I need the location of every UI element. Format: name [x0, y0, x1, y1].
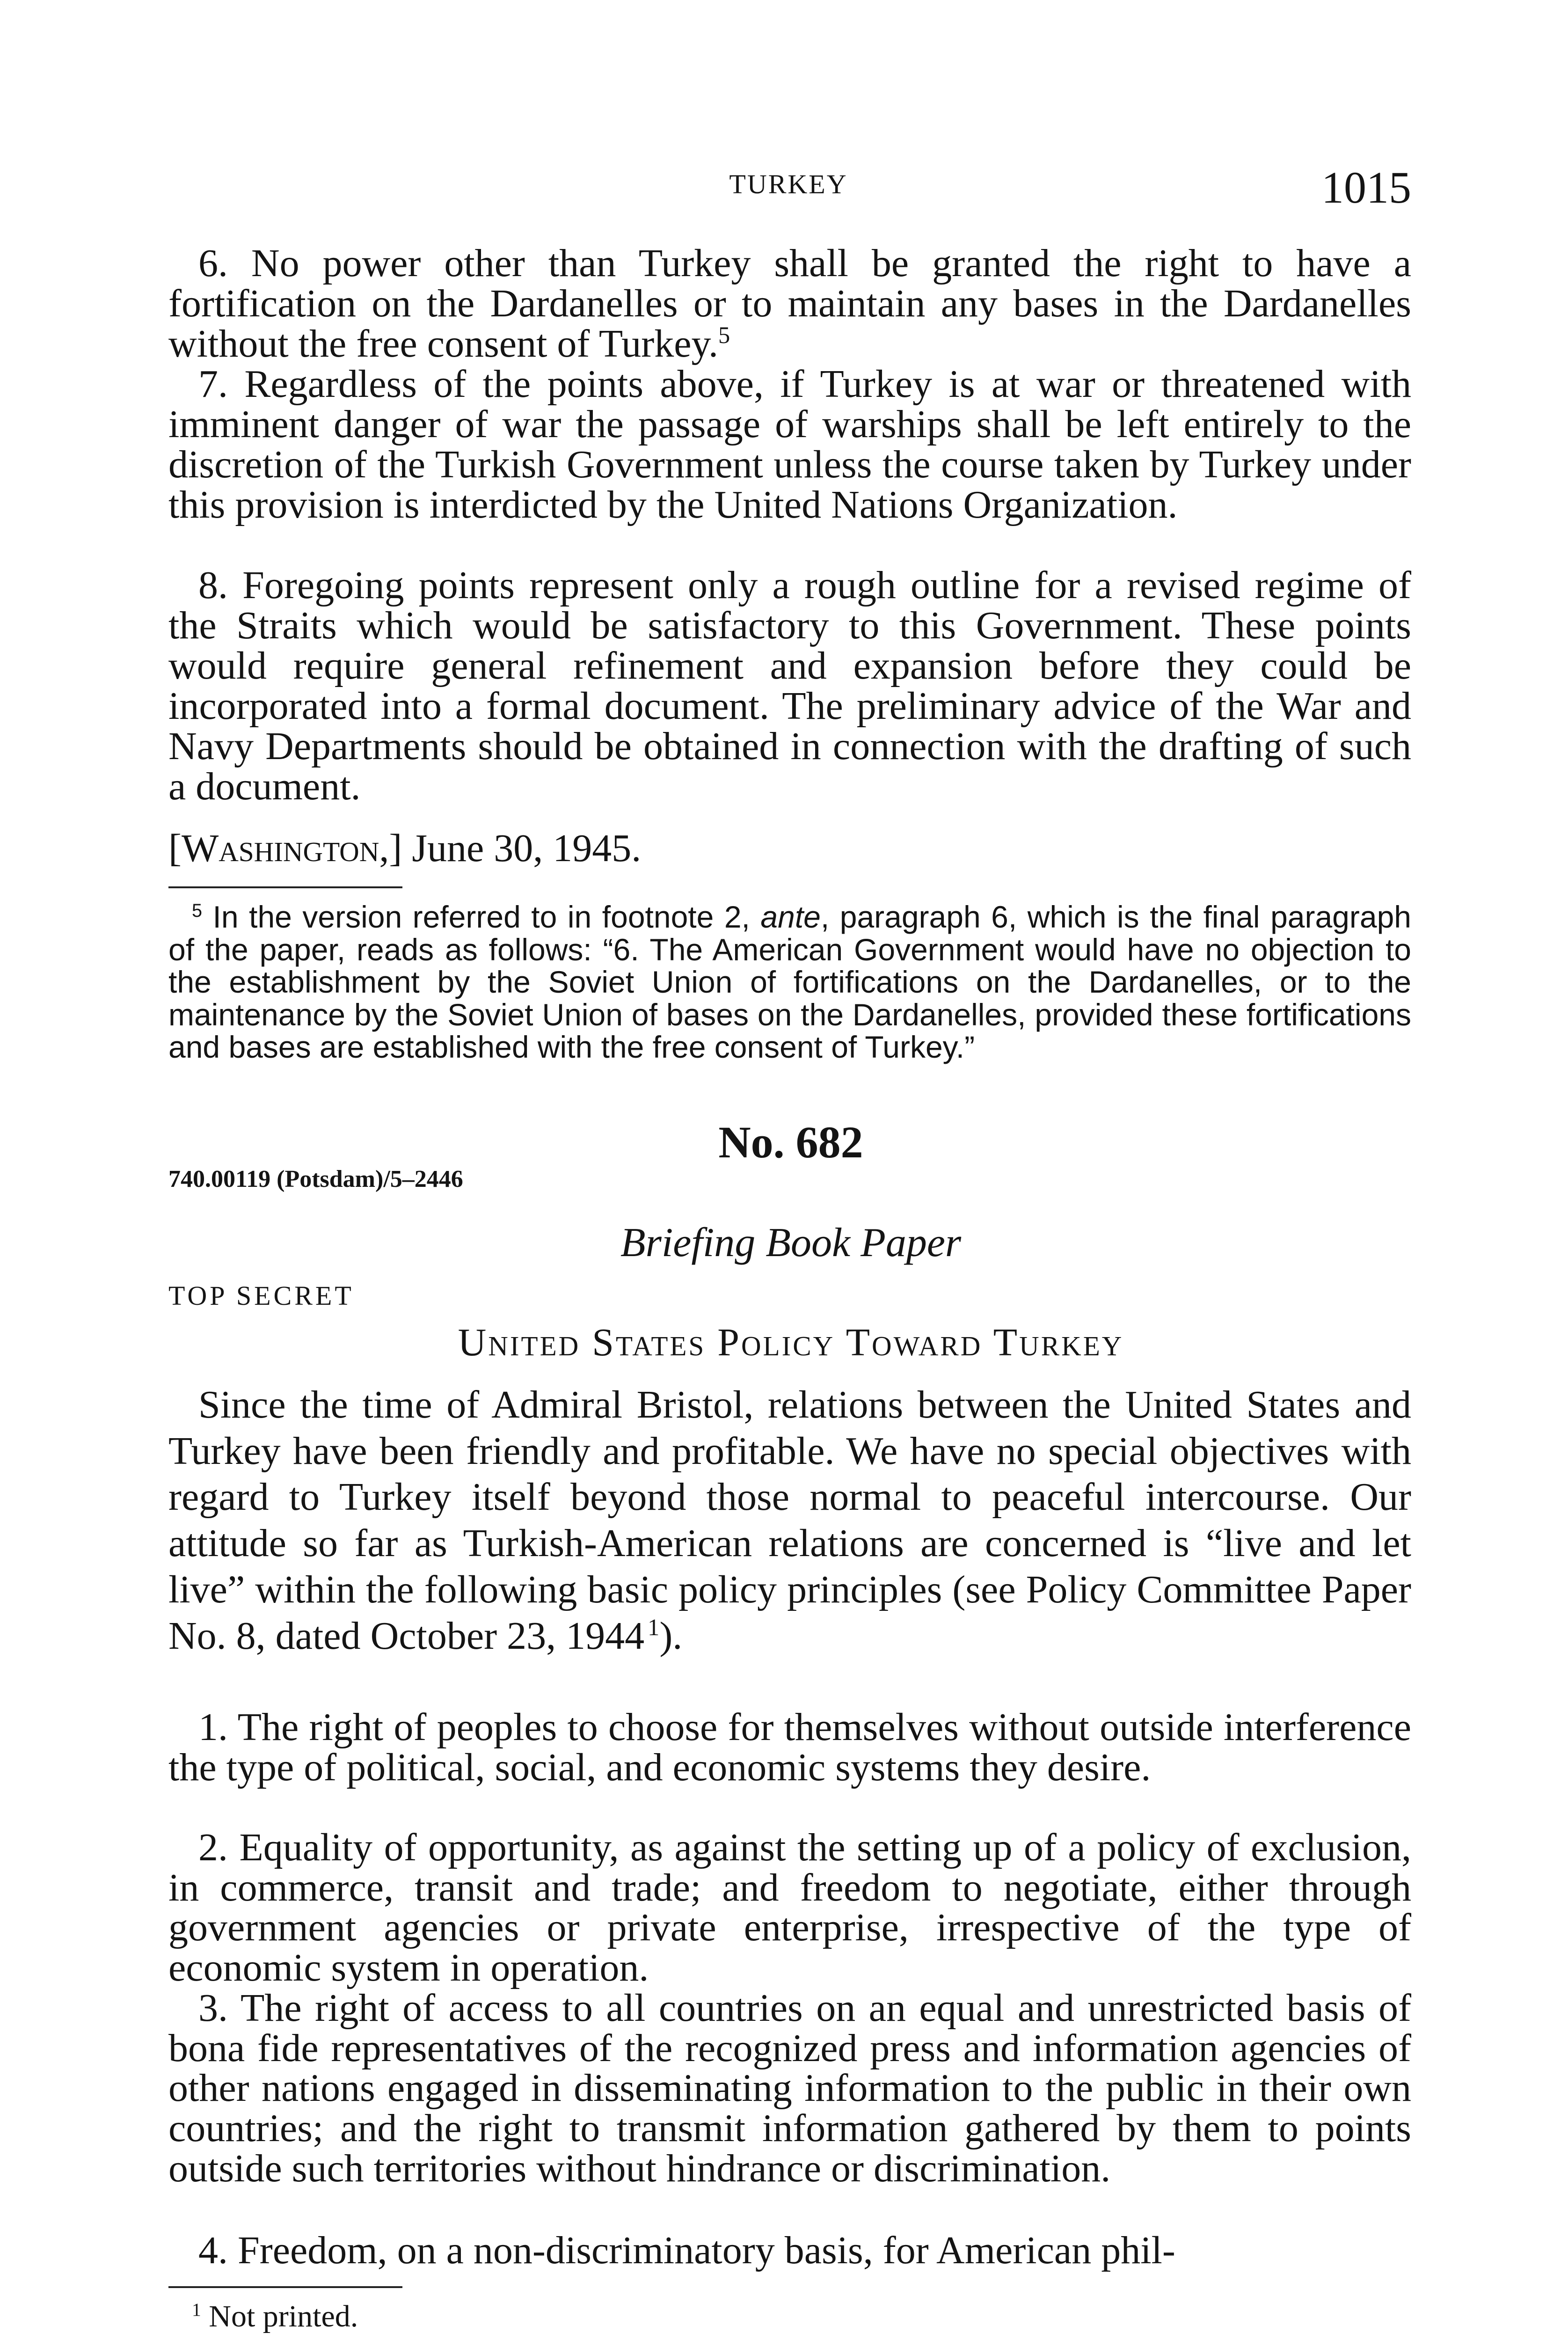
page-number: 1015 — [1321, 162, 1411, 212]
principle-1: 1. The right of peoples to choose for themselves without outside interference the type of political, social, and economic systems they desire. — [168, 1705, 1411, 1789]
footnote-5-marker: 5 — [192, 900, 203, 921]
paragraph-8: 8. Foregoing points represent only a rough outline for a revised regime of the Straits which would be satisfactory to this Government. These points would require general refinement and expansion before they could be incorporated into a formal document. The preliminary advice of the War and Navy Departments should be obtained in connection with the drafting of such a document. — [168, 563, 1411, 808]
running-title: TURKEY — [729, 169, 848, 199]
footnote-1-marker: 1 — [192, 2299, 201, 2320]
document-title: United States Policy Toward Turkey — [458, 1321, 1124, 1364]
dateline-date: June 30, 1945. — [412, 826, 642, 870]
dateline-place: [Washington,] — [168, 826, 402, 870]
dateline — [168, 828, 641, 869]
principle-2: 2. Equality of opportunity, as against the setting up of a policy of exclusion, in commerce, transit and trade; and freedom to negotiate, either through government agencies or private enterprise, irrespective of the type of economic system in operation. — [168, 1826, 1411, 1990]
document-type: Briefing Book Paper — [620, 1220, 962, 1265]
document-number: No. 682 — [718, 1117, 863, 1167]
principle-4: 4. Freedom, on a non-discriminatory basis, for American phil- — [198, 2229, 1175, 2272]
intro-paragraph: Since the time of Admiral Bristol, relations between the United States and Turkey have been friendly and profitable. We have no special objectives with regard to Turkey itself beyond those normal to peaceful intercourse. Our attitude so far as Turkish-American relations are concerned is “live and let live” within the following basic policy principles (see Policy Committee Paper No. 8, dated October 23, 1944 $^1$). — [168, 1383, 1411, 1658]
classification: TOP SECRET — [168, 1280, 354, 1311]
footnote-1: $^1$ Not printed. — [192, 2299, 358, 2333]
footnote-ref-5: 5 — [718, 322, 730, 348]
principle-3: 3. The right of access to all countries on an equal and unrestricted basis of bona fide representatives of the recognized press and information agencies of other nations engaged in disseminating information to the public in their own countries; and the right to transmit information gathered by them to points outside such territories without hindrance or discrimination. — [168, 1986, 1411, 2190]
footnote-divider-bottom — [168, 2286, 402, 2288]
paragraph-6: 6. No power other than Turkey shall be granted the right to have a fortification on the Dardanelles or to maintain any bases in the Dardanelles without the free consent of Turkey.$^5$ — [168, 241, 1411, 366]
file-reference: 740.00119 (Potsdam)/5–2446 — [168, 1166, 463, 1192]
footnote-5: $^5$ In the version referred to in footnote 2, ante, paragraph 6, which is the final paragraph of the paper, reads as follows: “6. The American Government would have no objection to the establishment by the Soviet Union of fortifications on the Dardanelles, or to the maintenance by the Soviet Union of bases on the Dardanelles, provided these fortifications and bases are established with the free consent of Turkey.” — [168, 899, 1411, 1064]
footnote-ref-1: 1 — [648, 1614, 660, 1640]
paragraph-7: 7. Regardless of the points above, if Turkey is at war or threatened with imminent danger of war the passage of warships shall be left entirely to the discretion of the Turkish Government unless the course taken by Turkey under this provision is interdicted by the United Nations Organization. — [168, 362, 1411, 526]
footnote-divider — [168, 886, 402, 888]
